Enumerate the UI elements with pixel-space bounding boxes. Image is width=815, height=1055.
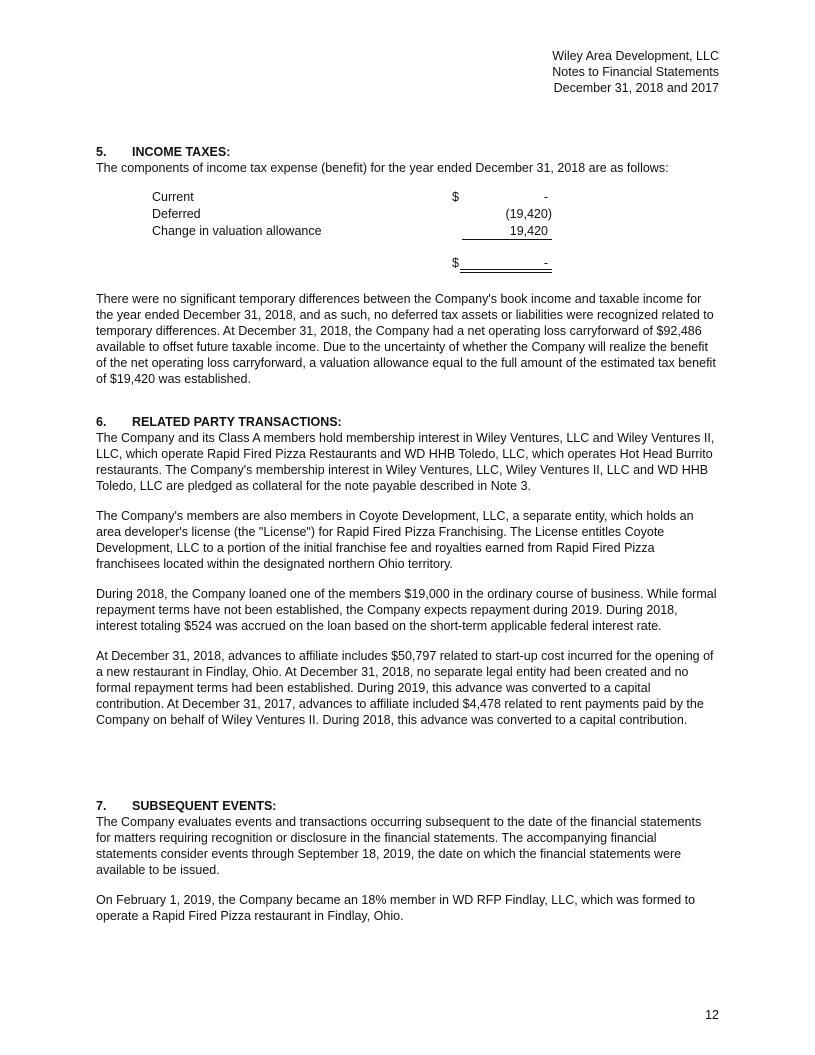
page-number: 12	[705, 1008, 719, 1022]
income-taxes-body	[96, 291, 718, 387]
income-tax-table	[152, 189, 552, 270]
table-row	[152, 206, 552, 223]
page-header	[552, 48, 719, 96]
paragraph: The Company evaluates events and transactions occurring subsequent to the date of the financial statements for matters requiring recognition or disclosure in the financial statements. The accompanying financial statements consider events through September 18, 2019, the date on which the financial statements were available to be issued.	[96, 815, 702, 877]
paragraph: The Company and its Class A members hold membership interest in Wiley Ventures, LLC and Wiley Ventures II, LLC, which operate Rapid Fired Pizza Restaurants and WD HHB Toledo, LLC, which operates Hot Head Burrito restaurants. The Company's membership interest in Wiley Ventures, LLC, Wiley Ventures II, LLC and WD HHB Toledo, LLC are pledged as collateral for the note payable described in Note 3.	[96, 431, 715, 493]
section-heading	[96, 414, 718, 430]
section-number: 5.	[96, 145, 107, 159]
row-value: 19,420	[509, 224, 548, 238]
paragraph: During 2018, the Company loaned one of the members $19,000 in the ordinary course of business. While formal repayment terms have not been established, the Company expects repayment during 2019. During 2018, interest totaling $524 was accrued on the loan based on the short-term applicable federal interest rate.	[96, 587, 717, 633]
section-number: 7.	[96, 799, 107, 813]
section-related-party	[96, 414, 718, 728]
section-title: RELATED PARTY TRANSACTIONS:	[132, 415, 342, 429]
section-number: 6.	[96, 415, 107, 429]
double-underline-bottom	[460, 272, 552, 273]
paragraph: The Company's members are also members in Coyote Development, LLC, a separate entity, which holds an area developer's license (the "License") for Rapid Fired Pizza Franchising. The License entitles Coyote Development, LLC to a portion of the initial franchise fee and royalties earned from Rapid Fired Pizza franchisees located within the designated northern Ohio territory.	[96, 509, 694, 571]
currency-symbol: $	[452, 190, 459, 204]
paragraph: There were no significant temporary differences between the Company's book income and taxable income for the year ended December 31, 2018, and as such, no deferred tax assets or liabilities were recognized related to temporary differences. At December 31, 2018, the Company had a net operating loss carryforward of $92,486 available to offset future taxable income. Due to the uncertainty of whether the Company will realize the benefit of the net operating loss carryforward, a valuation allowance equal to the full amount of the estimated tax benefit of $19,420 was established.	[96, 292, 716, 386]
row-label: Change in valuation allowance	[152, 224, 322, 238]
row-value: -	[543, 190, 548, 204]
document-title: Notes to Financial Statements	[552, 65, 719, 79]
section-title: SUBSEQUENT EVENTS:	[132, 799, 277, 813]
table-row	[152, 223, 552, 240]
table-row	[152, 189, 552, 206]
paragraph: At December 31, 2018, advances to affiliate includes $50,797 related to start-up cost incurred for the opening of a new restaurant in Findlay, Ohio. At December 31, 2018, no separate legal entity had been created and no formal repayment terms had been established. During 2019, this advance was converted to a capital contribution. At December 31, 2017, advances to affiliate included $4,478 related to rent payments paid by the Company on behalf of Wiley Ventures II. During 2018, this advance was converted to a capital contribution.	[96, 649, 714, 727]
company-name: Wiley Area Development, LLC	[552, 49, 719, 63]
row-value: (19,420)	[505, 207, 552, 221]
paragraph: On February 1, 2019, the Company became an 18% member in WD RFP Findlay, LLC, which was formed to operate a Rapid Fired Pizza restaurant in Findlay, Ohio.	[96, 893, 696, 923]
section-intro: The components of income tax expense (benefit) for the year ended December 31, 2018 are as follows:	[96, 161, 669, 175]
period: December 31, 2018 and 2017	[553, 81, 719, 95]
section-heading	[96, 144, 718, 160]
row-label: Deferred	[152, 207, 201, 221]
section-income-taxes	[96, 144, 718, 176]
section-title: INCOME TAXES:	[132, 145, 231, 159]
total-value: -	[543, 256, 548, 270]
double-underline-top	[460, 269, 552, 270]
subtotal-rule	[462, 239, 552, 240]
section-subsequent-events	[96, 798, 718, 924]
currency-symbol: $	[452, 256, 459, 270]
row-label: Current	[152, 190, 194, 204]
section-heading	[96, 798, 718, 814]
